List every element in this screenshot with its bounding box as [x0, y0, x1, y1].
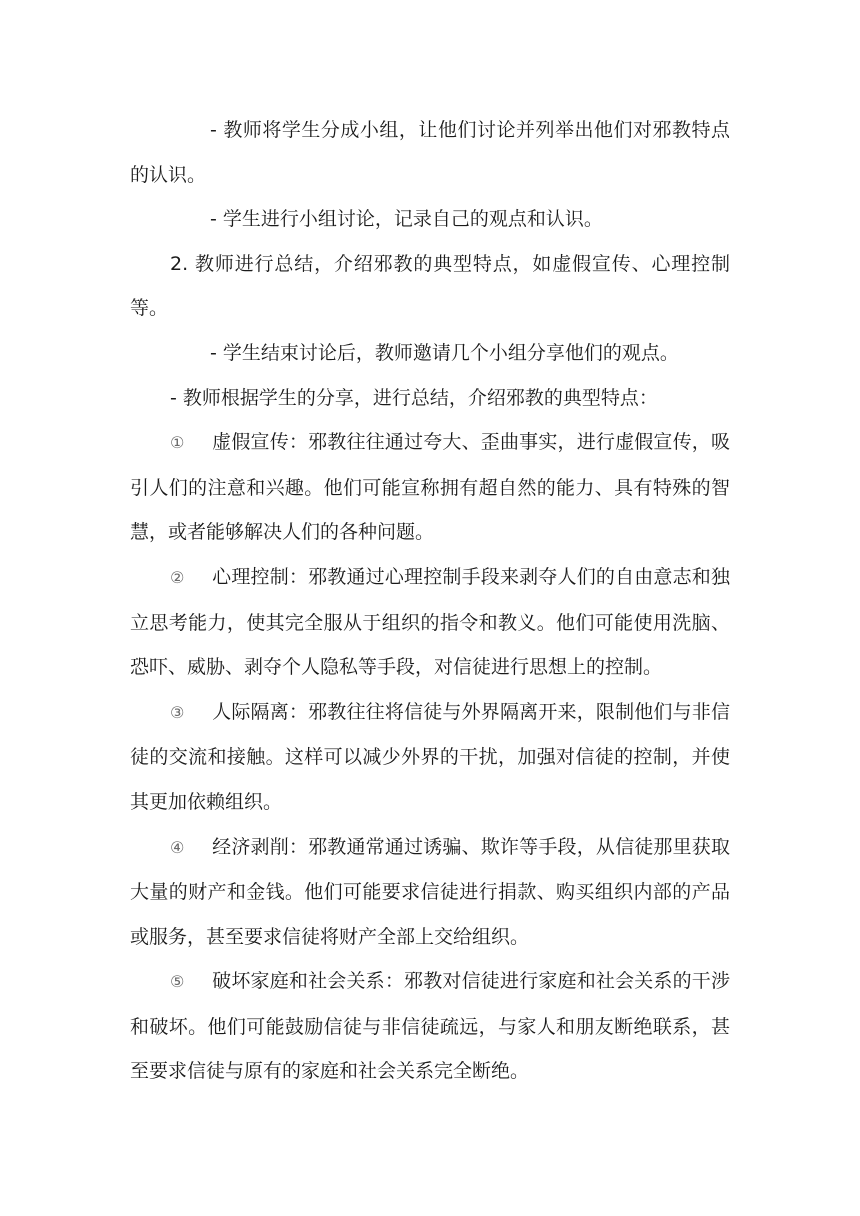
list-marker: ①	[170, 433, 185, 453]
paragraph-summary-intro	[130, 376, 730, 421]
paragraph-text: 心理控制：邪教通过心理控制手段来剥夺人们的自由意志和独立思考能力，使其完全服从于组织的指令和教义。他们可能使用洗脑、恐吓、威胁、剥夺个人隐私等手段，对信徒进行思想上的控制。	[130, 565, 730, 679]
paragraph-group-sharing	[130, 331, 730, 376]
list-marker: ④	[170, 837, 185, 857]
list-marker: ②	[170, 567, 185, 587]
paragraph-text: - 学生进行小组讨论，记录自己的观点和认识。	[210, 208, 603, 231]
list-marker: ③	[170, 702, 185, 722]
paragraph-text: - 教师将学生分成小组，让他们讨论并列举出他们对邪教特点的认识。	[130, 119, 730, 186]
paragraph-text: 2. 教师进行总结，介绍邪教的典型特点，如虚假宣传、心理控制等。	[130, 252, 730, 320]
paragraph-student-discussion	[130, 197, 730, 242]
paragraph-text: 破坏家庭和社会关系：邪教对信徒进行家庭和社会关系的干涉和破坏。他们可能鼓励信徒与非信徒疏远，与家人和朋友断绝联系，甚至要求信徒与原有的家庭和社会关系完全断绝。	[130, 970, 730, 1083]
list-item-social-isolation	[130, 690, 730, 825]
list-item-family-disruption	[130, 959, 730, 1094]
paragraph-text: - 教师根据学生的分享，进行总结，介绍邪教的典型特点：	[170, 386, 658, 409]
list-item-economic-exploitation	[130, 825, 730, 960]
paragraph-text: 经济剥削：邪教通常通过诱骗、欺诈等手段，从信徒那里获取大量的财产和金钱。他们可能要求信徒进行捐款、购买组织内部的产品或服务，甚至要求信徒将财产全部上交给组织。	[130, 835, 730, 948]
paragraph-group-discussion	[130, 108, 730, 197]
list-item-mind-control	[130, 555, 730, 690]
list-item-false-propaganda	[130, 420, 730, 555]
document-body	[130, 108, 730, 1094]
paragraph-teacher-summary	[130, 242, 730, 331]
list-marker: ⑤	[170, 972, 185, 992]
paragraph-text: 虚假宣传：邪教往往通过夸大、歪曲事实，进行虚假宣传，吸引人们的注意和兴趣。他们可能宣称拥有超自然的能力、具有特殊的智慧，或者能够解决人们的各种问题。	[130, 431, 730, 544]
paragraph-text: - 学生结束讨论后，教师邀请几个小组分享他们的观点。	[210, 341, 679, 364]
paragraph-text: 人际隔离：邪教往往将信徒与外界隔离开来，限制他们与非信徒的交流和接触。这样可以减少外界的干扰，加强对信徒的控制，并使其更加依赖组织。	[130, 700, 730, 813]
